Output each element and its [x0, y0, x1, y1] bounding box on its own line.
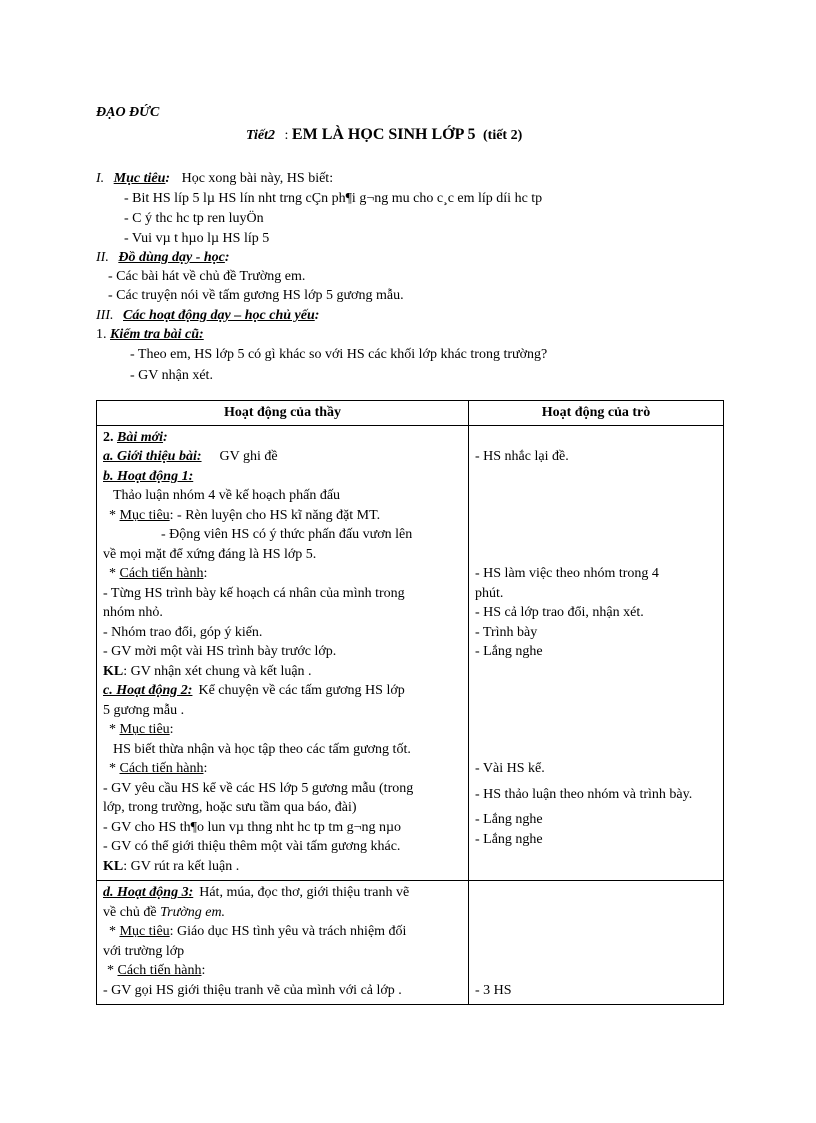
- activity-2-procedure: [103, 759, 462, 779]
- table-row: [97, 425, 724, 881]
- student-activity: - HS thảo luận theo nhóm và trình bày.: [475, 786, 693, 802]
- student-activities-cell: [469, 425, 724, 881]
- intro-line: [103, 447, 462, 467]
- spacer: [475, 961, 717, 981]
- student-activity: - Lắng nghe: [475, 831, 543, 847]
- student-activity: - HS cả lớp trao đổi, nhận xét.: [475, 605, 644, 620]
- spacer: [475, 486, 717, 506]
- conclusion-line: [103, 662, 462, 682]
- student-activity: phút.: [475, 585, 504, 601]
- procedure-colon: :: [203, 566, 208, 581]
- spacer: [475, 903, 717, 923]
- goal-label: Mục tiêu: [119, 507, 170, 523]
- bullet-star: *: [109, 761, 120, 776]
- teacher-activities-cell: [97, 881, 469, 1005]
- table-header-row: [97, 401, 724, 426]
- spacer: [475, 506, 717, 526]
- activity-2-text: 5 gương mẫu .: [103, 702, 185, 718]
- spacer: [475, 922, 717, 942]
- section-colon: :: [224, 250, 230, 265]
- material-item: - Các truyện nói về tấm gương HS lớp 5 gương mẫu.: [108, 288, 404, 303]
- spacer: [475, 681, 717, 701]
- student-activity: - Lắng nghe: [475, 644, 543, 659]
- lesson-title-line: [246, 126, 522, 145]
- goal-colon: :: [169, 722, 174, 737]
- spacer: [475, 525, 717, 545]
- procedure-label: Cách tiến hành: [119, 566, 204, 581]
- activity-2-goal: [103, 720, 462, 740]
- section-title: Mục tiêu: [113, 171, 166, 186]
- activity-1-goal-line: về mọi mặt để xứng đáng là HS lớp 5.: [103, 546, 317, 562]
- check-heading: [96, 326, 204, 344]
- procedure-label: Cách tiến hành: [119, 761, 204, 776]
- intro-label: a. Giới thiệu bài:: [103, 449, 202, 464]
- section-number: I.: [96, 171, 105, 186]
- check-number: 1.: [96, 327, 107, 342]
- procedure-step: nhóm nhỏ.: [103, 605, 163, 620]
- activity-3-goal: [103, 922, 462, 942]
- goal-label: Mục tiêu: [119, 722, 170, 737]
- spacer: [475, 467, 717, 487]
- goal-label: Mục tiêu: [119, 924, 170, 939]
- procedure-step: - GV có thể giới thiệu thêm một vài tấm gương khác.: [103, 839, 401, 854]
- lesson-separator: :: [284, 128, 289, 143]
- section-colon: :: [314, 308, 320, 323]
- bullet-star: *: [107, 963, 118, 978]
- student-activities-cell: [469, 881, 724, 1005]
- bullet-star: *: [109, 566, 120, 581]
- activity-text-italic: Trường em.: [160, 904, 226, 920]
- section-number: II.: [96, 250, 109, 265]
- student-activity: - Lắng nghe: [475, 812, 543, 827]
- procedure-colon: :: [201, 963, 206, 978]
- activity-text: Hát, múa, đọc thơ, giới thiệu tranh vẽ: [199, 885, 410, 900]
- check-title: Kiểm tra bài cũ:: [110, 327, 204, 342]
- activity-text: Kể chuyện về các tấm gương HS lớp: [198, 683, 405, 698]
- activity-1-goal-line: - Động viên HS có ý thức phấn đấu vươn lên: [161, 527, 413, 542]
- spacer: [475, 883, 717, 903]
- procedure-step: - GV cho HS th¶o lun vµ thng nht hc tp tm g¬ng nµo: [103, 819, 402, 835]
- bullet-star: *: [109, 722, 120, 737]
- section-materials-heading: [96, 249, 230, 267]
- subject-heading: ĐẠO ĐỨC: [96, 105, 160, 120]
- activity-3-goal-line: với trường lớp: [103, 943, 185, 959]
- procedure-label: Cách tiến hành: [117, 963, 202, 978]
- activity-3-heading: [103, 883, 462, 903]
- spacer: [475, 545, 717, 565]
- activity-1-heading: b. Hoạt động 1:: [103, 468, 194, 484]
- conclusion-label: KL: [103, 858, 124, 874]
- teacher-activities-cell: [97, 425, 469, 881]
- procedure-step: - Từng HS trình bày kế hoạch cá nhân của mình trong: [103, 585, 405, 601]
- activity-3-text: [103, 903, 462, 923]
- student-activity: - 3 HS: [475, 982, 512, 998]
- section-activities-heading: [96, 307, 319, 325]
- activity-3-procedure: [103, 961, 462, 981]
- activity-label: c. Hoạt động 2:: [103, 683, 193, 698]
- student-activity: - HS nhắc lại đề.: [475, 449, 569, 464]
- spacer: [475, 740, 717, 760]
- procedure-step: - Nhóm trao đổi, góp ý kiến.: [103, 624, 263, 640]
- objective-item: - Vui vµ t hµo lµ HS líp 5: [124, 231, 270, 246]
- conclusion-text: : GV nhận xét chung và kết luận .: [123, 663, 312, 679]
- material-item: - Các bài hát về chủ đề Trường em.: [108, 269, 306, 284]
- student-column-header: Hoạt động của trò: [469, 401, 724, 426]
- spacer: [475, 701, 717, 721]
- activity-1-goal: [103, 506, 462, 526]
- procedure-step: - GV yêu cầu HS kể về các HS lớp 5 gương mẫu (trong: [103, 780, 414, 796]
- table-row: [97, 881, 724, 1005]
- section-title: Các hoạt động dạy – học chủ yếu: [123, 308, 315, 323]
- section-number: III.: [96, 308, 114, 323]
- activity-label: d. Hoạt động 3:: [103, 885, 194, 900]
- activity-text: về chủ đề: [103, 904, 157, 920]
- spacer: [475, 720, 717, 740]
- check-item: - GV nhận xét.: [130, 368, 213, 383]
- spacer: [475, 428, 717, 448]
- activity-1-topic: Thảo luận nhóm 4 về kế hoạch phấn đấu: [113, 488, 341, 503]
- section-intro: Học xong bài này, HS biết:: [181, 171, 334, 186]
- lesson-activities-table: [96, 400, 724, 1005]
- procedure-step: - GV mời một vài HS trình bày trước lớp.: [103, 644, 337, 659]
- student-activity: - Vài HS kể.: [475, 761, 545, 776]
- activity-1-procedure: [103, 564, 462, 584]
- new-lesson-heading: [103, 428, 462, 448]
- section-colon: :: [165, 171, 171, 186]
- heading-text: Bài mới: [117, 429, 164, 445]
- activity-2-goal-text: HS biết thừa nhận và học tập theo các tấm gương tốt.: [113, 741, 411, 757]
- student-activity: - Trình bày: [475, 624, 538, 640]
- intro-text: GV ghi đề: [219, 449, 278, 464]
- procedure-step: - GV gọi HS giới thiệu tranh vẽ của mình với cả lớp .: [103, 982, 402, 998]
- section-title: Đồ dùng dạy - học: [118, 250, 225, 265]
- heading-colon: :: [163, 429, 168, 445]
- conclusion-label: KL: [103, 663, 124, 679]
- lesson-part: (tiết 2): [483, 128, 523, 143]
- section-objectives-heading: [96, 170, 333, 188]
- objective-item: - Bit HS líp 5 lµ HS lín nht trng cÇn ph¶i g¬ng mu cho c¸c em líp díi hc tp: [124, 191, 543, 206]
- spacer: [475, 942, 717, 962]
- bullet-star: *: [109, 924, 120, 939]
- student-activity: - HS làm việc theo nhóm trong 4: [475, 566, 659, 581]
- conclusion-line: [103, 857, 462, 877]
- lesson-prefix: Tiết2: [246, 128, 276, 143]
- procedure-step: lớp, trong trường, hoặc sưu tầm qua báo, đài): [103, 800, 357, 815]
- conclusion-text: : GV rút ra kết luận .: [123, 858, 240, 874]
- procedure-colon: :: [203, 761, 208, 776]
- activity-2-heading: [103, 681, 462, 701]
- bullet-star: *: [109, 507, 120, 523]
- objective-item: - C ý thc hc tp ren luyÖn: [124, 211, 264, 226]
- lesson-title: EM LÀ HỌC SINH LỚP 5: [291, 126, 476, 143]
- heading-number: 2.: [103, 429, 114, 445]
- goal-text: : Giáo dục HS tình yêu và trách nhiệm đối: [169, 924, 407, 939]
- check-item: - Theo em, HS lớp 5 có gì khác so với HS các khối lớp khác trong trường?: [130, 347, 548, 362]
- goal-text: : - Rèn luyện cho HS kĩ năng đặt MT.: [169, 507, 381, 523]
- spacer: [475, 662, 717, 682]
- teacher-column-header: Hoạt động của thầy: [97, 401, 469, 426]
